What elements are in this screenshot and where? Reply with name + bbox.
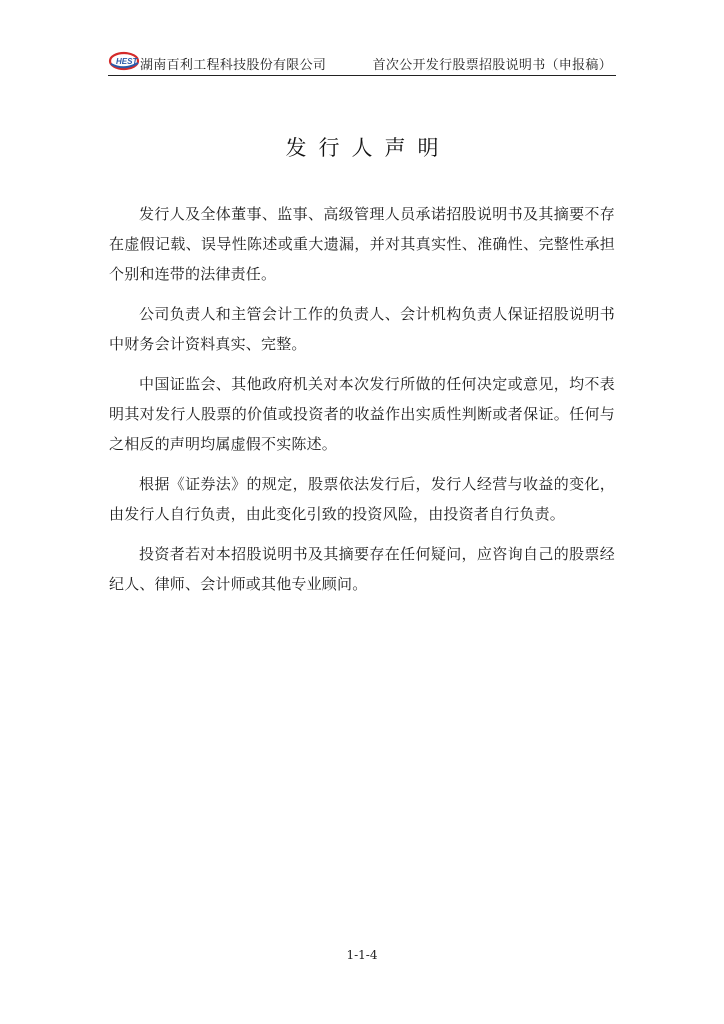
page-title: 发行人声明: [285, 136, 451, 160]
paragraph: 公司负责人和主管会计工作的负责人、会计机构负责人保证招股说明书中财务会计资料真实、完整。: [109, 305, 615, 353]
company-logo: [108, 51, 144, 71]
company-name: 湖南百利工程科技股份有限公司: [140, 58, 327, 73]
paragraph: 中国证监会、其他政府机关对本次发行所做的任何决定或意见，均不表明其对发行人股票的价值或投资者的收益作出实质性判断或者保证。任何与之相反的声明均属虚假不实陈述。: [109, 375, 615, 453]
logo-text: HEST: [116, 57, 138, 66]
page-header: [108, 50, 616, 76]
statement-body: [109, 199, 615, 609]
page-number: 1-1-4: [346, 948, 378, 962]
paragraph: 投资者若对本招股说明书及其摘要存在任何疑问，应咨询自己的股票经纪人、律师、会计师或其他专业顾问。: [109, 545, 615, 593]
paragraph: 根据《证券法》的规定，股票依法发行后，发行人经营与收益的变化，由发行人自行负责，由此变化引致的投资风险，由投资者自行负责。: [109, 475, 615, 523]
paragraph: 发行人及全体董事、监事、高级管理人员承诺招股说明书及其摘要不存在虚假记载、误导性陈述或重大遗漏，并对其真实性、准确性、完整性承担个别和连带的法律责任。: [109, 205, 615, 283]
document-title: 首次公开发行股票招股说明书（申报稿）: [372, 58, 612, 73]
header-divider: [108, 75, 616, 76]
